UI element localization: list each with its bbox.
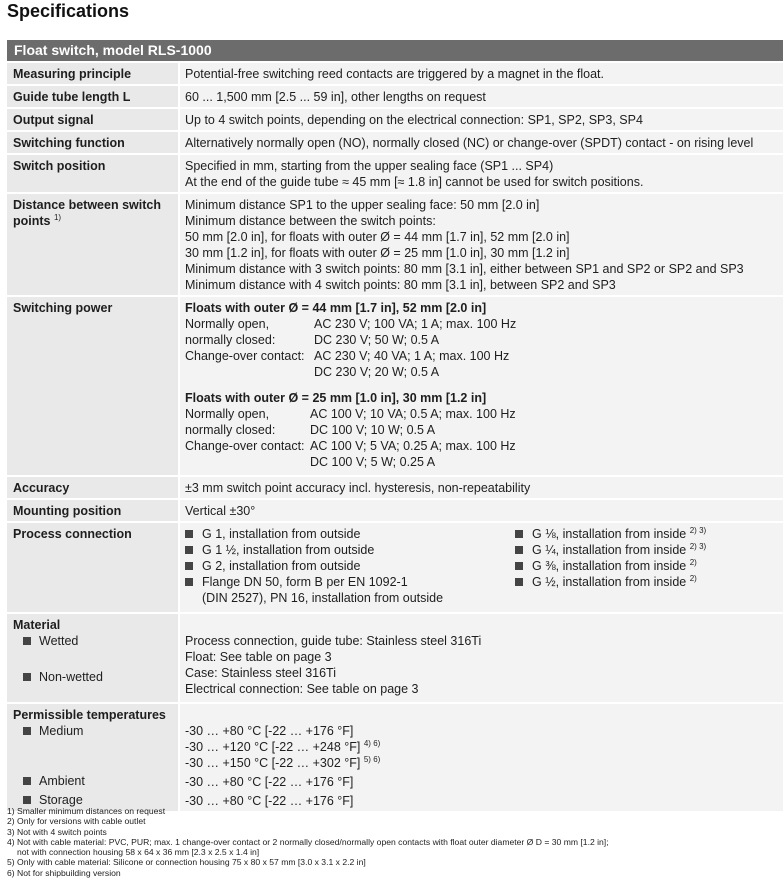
row-switching-power: [7, 295, 783, 475]
row-process-connection: [7, 521, 783, 612]
value-line: Case: Stainless steel 316Ti: [185, 666, 337, 680]
power-key: Normally open,: [185, 317, 270, 331]
row-value: [178, 614, 783, 702]
row-switching-function: [7, 130, 783, 153]
list-item: [185, 558, 515, 574]
row-label: [7, 614, 178, 702]
row-label: [7, 704, 178, 811]
value-line: Minimum distance SP1 to the upper sealing face: 50 mm [2.0 in]: [185, 198, 540, 212]
footnote: 3) Not with 4 switch points: [7, 826, 107, 837]
sub-label-storage: Storage: [13, 792, 178, 808]
row-switch-position: [7, 153, 783, 192]
power-value: AC 230 V; 40 VA; 1 A; max. 100 Hz: [314, 349, 510, 363]
row-measuring-principle: [7, 61, 783, 84]
row-guide-tube-length: [7, 84, 783, 107]
list-item: [515, 526, 783, 542]
row-mounting-position: [7, 498, 783, 521]
bullet-icon: [185, 562, 193, 570]
row-label: Process connection: [7, 523, 178, 612]
row-label: Switching power: [7, 297, 178, 475]
value-line: 50 mm [2.0 in], for floats with outer Ø = 44 mm [1.7 in], 52 mm [2.0 in]: [185, 230, 570, 244]
power-key: Normally open,: [185, 407, 270, 421]
power-value: DC 100 V; 10 W; 0.5 A: [310, 423, 436, 437]
power-line: [185, 332, 783, 348]
item-text: Flange DN 50, form B per EN 1092-1: [202, 575, 408, 589]
item-text: G ½, installation from inside: [532, 575, 687, 589]
table-header: Float switch, model RLS-1000: [7, 40, 783, 61]
item-text: (DIN 2527), PN 16, installation from outside: [202, 591, 444, 605]
power-key: [185, 364, 314, 380]
power-line: [185, 438, 783, 454]
power-key: [185, 454, 310, 470]
value-line: Minimum distance between the switch points:: [185, 214, 436, 228]
bullet-icon: [515, 578, 523, 586]
power-value: DC 230 V; 20 W; 0.5 A: [314, 365, 440, 379]
row-value: Alternatively normally open (NO), normally closed (NC) or change-over (SPDT) contact - on rising level: [178, 132, 783, 153]
footnote: 1) Smaller minimum distances on request: [7, 806, 166, 816]
power-key: Change-over contact:: [185, 349, 305, 363]
row-label: Switch position: [7, 155, 178, 192]
value-line: -30 … +150 °C [-22 … +302 °F] $^{5) 6)}$: [185, 755, 381, 770]
value-line: -30 … +80 °C [-22 … +176 °F]: [185, 794, 354, 808]
footnote-ref: 2): [689, 574, 697, 583]
footnote: 6) Not for shipbuilding version: [7, 867, 121, 878]
row-value: ±3 mm switch point accuracy incl. hysteresis, non-repeatability: [178, 477, 783, 498]
power-line: [185, 364, 783, 380]
label-line: points: [13, 214, 51, 228]
connection-list-outside: [185, 526, 515, 606]
row-permissible-temperatures: [7, 702, 783, 811]
value-line: Minimum distance with 3 switch points: 80 mm [3.1 in], either between SP1 and SP2 or SP2 and SP3: [185, 262, 744, 276]
row-label: Output signal: [7, 109, 178, 130]
specifications-table: [7, 40, 783, 811]
list-item: [515, 542, 783, 558]
label-line: Material: [13, 618, 61, 632]
row-distance-between-switch-points: [7, 192, 783, 295]
footnote-ref: 2) 3): [689, 526, 707, 535]
list-item: [515, 558, 783, 574]
sub-label-ambient: Ambient: [13, 773, 178, 789]
value-line: Process connection, guide tube: Stainless steel 316Ti: [185, 634, 482, 648]
bullet-icon: [185, 546, 193, 554]
bullet-icon: [515, 530, 523, 538]
label-line: Permissible temperatures: [13, 708, 166, 722]
bullet-icon: [185, 578, 193, 586]
row-value: Potential-free switching reed contacts are triggered by a magnet in the float.: [178, 63, 783, 84]
power-key: normally closed:: [185, 423, 276, 437]
value-line: 30 mm [1.2 in], for floats with outer Ø = 25 mm [1.0 in], 30 mm [1.2 in]: [185, 246, 570, 260]
float-group-heading: Floats with outer Ø = 44 mm [1.7 in], 52 mm [2.0 in]: [185, 301, 487, 315]
bullet-icon: [185, 530, 193, 538]
row-label: Accuracy: [7, 477, 178, 498]
item-text: G ⅛, installation from inside: [532, 527, 687, 541]
list-item: [185, 574, 515, 606]
value-line: -30 … +120 °C [-22 … +248 °F] $^{4) 6)}$: [185, 739, 381, 754]
row-label: [7, 194, 178, 295]
value-line: Float: See table on page 3: [185, 650, 332, 664]
item-text: G 2, installation from outside: [202, 559, 361, 573]
item-text: G ⅜, installation from inside: [532, 559, 687, 573]
footnote-ref: 1): [53, 213, 62, 222]
label-line: Distance between switch: [13, 198, 161, 212]
power-line: [185, 316, 783, 332]
value-line: -30 … +80 °C [-22 … +176 °F]: [185, 724, 354, 738]
footnote: 4) Not with cable material: PVC, PUR; max. 1 change-over contact or 2 normally closed/normally open contacts with float outer diameter Ø D = 30 mm [1.2 in];: [7, 836, 609, 847]
row-label: Mounting position: [7, 500, 178, 521]
footnote-ref: 2) 3): [689, 542, 707, 551]
bullet-icon: [515, 546, 523, 554]
row-value: Vertical ±30°: [178, 500, 783, 521]
row-output-signal: [7, 107, 783, 130]
row-label: Guide tube length L: [7, 86, 178, 107]
page-title: Specifications: [7, 1, 130, 21]
sub-label-wetted: Wetted: [13, 633, 178, 649]
connection-list-inside: [515, 526, 783, 606]
footnote-ref: 4) 6): [363, 739, 381, 748]
item-text: G 1, installation from outside: [202, 527, 361, 541]
footnotes: [7, 806, 609, 878]
footnote-ref: 2): [689, 558, 697, 567]
power-line: [185, 454, 783, 470]
value-line: At the end of the guide tube ≈ 45 mm [≈ 1.8 in] cannot be used for switch positions.: [185, 175, 644, 189]
power-key: normally closed:: [185, 333, 276, 347]
value-line: Minimum distance with 4 switch points: 80 mm [3.1 in], between SP2 and SP3: [185, 278, 616, 292]
row-value: Up to 4 switch points, depending on the electrical connection: SP1, SP2, SP3, SP4: [178, 109, 783, 130]
row-value: [178, 704, 783, 811]
footnote: 2) Only for versions with cable outlet: [7, 816, 146, 827]
row-value: [178, 297, 783, 475]
row-label: Switching function: [7, 132, 178, 153]
footnote-ref: 5) 6): [363, 755, 381, 764]
power-value: AC 100 V; 10 VA; 0.5 A; max. 100 Hz: [310, 407, 516, 421]
value-line: Specified in mm, starting from the upper sealing face (SP1 ... SP4): [185, 159, 554, 173]
power-value: AC 230 V; 100 VA; 1 A; max. 100 Hz: [314, 317, 517, 331]
bullet-icon: [515, 562, 523, 570]
list-item: [185, 526, 515, 542]
value-line: Electrical connection: See table on page 3: [185, 682, 419, 696]
footnote: 5) Only with cable material: Silicone or connection housing 75 x 80 x 57 mm [3.0 x 3.1 x 2.2 in]: [7, 857, 366, 868]
item-text: G 1 ½, installation from outside: [202, 543, 375, 557]
bullet-icon: [23, 727, 31, 735]
power-value: AC 100 V; 5 VA; 0.25 A; max. 100 Hz: [310, 439, 516, 453]
row-value: [178, 523, 783, 612]
list-item: [515, 574, 783, 590]
row-accuracy: [7, 475, 783, 498]
power-line: [185, 406, 783, 422]
list-item: [185, 542, 515, 558]
row-material: [7, 612, 783, 702]
bullet-icon: [23, 796, 31, 804]
item-text: G ¼, installation from inside: [532, 543, 687, 557]
row-label: Measuring principle: [7, 63, 178, 84]
power-value: DC 230 V; 50 W; 0.5 A: [314, 333, 440, 347]
bullet-icon: [23, 637, 31, 645]
sub-label-non-wetted: Non-wetted: [13, 669, 178, 685]
row-value: [178, 155, 783, 192]
float-group-heading: Floats with outer Ø = 25 mm [1.0 in], 30 mm [1.2 in]: [185, 391, 487, 405]
row-value: [178, 194, 783, 295]
power-key: Change-over contact:: [185, 439, 305, 453]
row-value: 60 ... 1,500 mm [2.5 ... 59 in], other lengths on request: [178, 86, 783, 107]
value-line: -30 … +80 °C [-22 … +176 °F]: [185, 775, 354, 789]
power-line: [185, 422, 783, 438]
power-line: [185, 348, 783, 364]
bullet-icon: [23, 673, 31, 681]
bullet-icon: [23, 777, 31, 785]
sub-label-medium: Medium: [13, 723, 178, 739]
power-value: DC 100 V; 5 W; 0.25 A: [310, 455, 436, 469]
footnote: not with connection housing 58 x 64 x 36 mm [2.3 x 2.5 x 1.4 in]: [17, 847, 260, 858]
